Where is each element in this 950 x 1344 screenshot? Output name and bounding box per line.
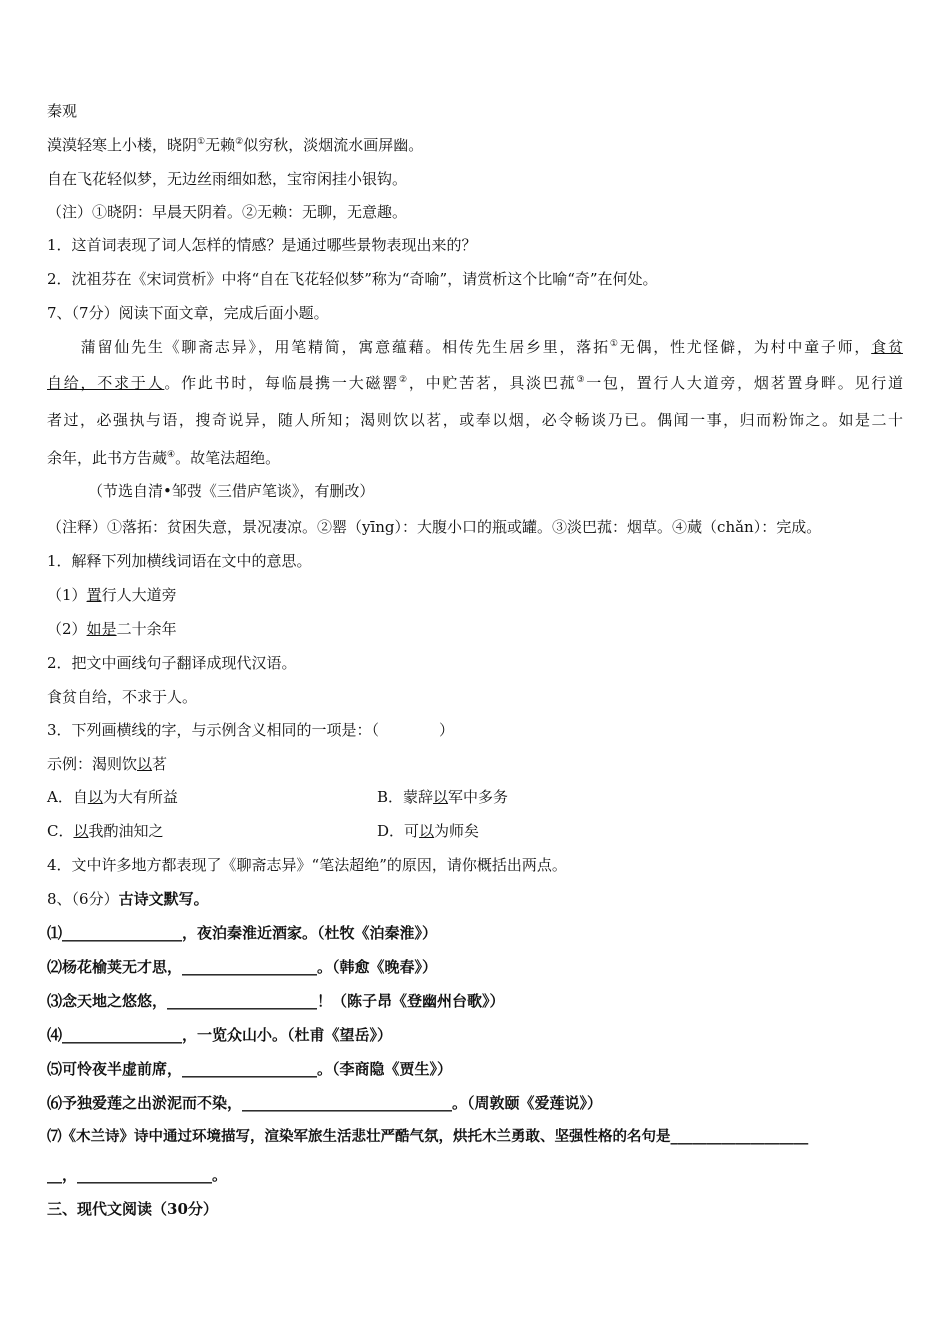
option-text: D．可 (377, 822, 420, 840)
q7-sub-2: 2．把文中画线句子翻译成现代汉语。 (47, 654, 297, 672)
footnote-mark: ② (235, 137, 244, 147)
underlined-word: 以 (87, 788, 103, 806)
q8-title: 古诗文默写。 (118, 890, 209, 908)
q8-line-4[interactable]: ⑷________________，一览众山小。（杜甫《望岳》） (47, 1026, 393, 1044)
poem-question-2: 2．沈祖芬在《宋词赏析》中将“自在飞花轻似梦”称为“奇喻”，请赏析这个比喻“奇”在何处。 (47, 270, 658, 288)
item-number: （1） (47, 586, 87, 604)
q8-line-5[interactable]: ⑸可怜夜半虚前席，__________________。（李商隐《贾生》） (47, 1060, 453, 1078)
option-text: 为师矣 (434, 822, 480, 840)
q8-line-7b[interactable]: __，__________________。 (47, 1166, 228, 1184)
option-d[interactable] (377, 821, 479, 841)
q8-header (47, 889, 209, 909)
passage-text: ，中贮苦茗，具淡巴菰 (408, 374, 577, 392)
underlined-word: 置 (86, 586, 102, 604)
option-text: C． (47, 822, 74, 840)
q7-annotation: （注释）①落拓：贫困失意，景况凄凉。②罂（yīng）：大腹小口的瓶或罐。③淡巴菰：烟草。④蒇（chǎn）：完成。 (47, 518, 822, 536)
underlined-sentence: 食贫 (871, 338, 903, 356)
q8-number: 8、（6分） (47, 890, 119, 908)
underlined-word: 以 (137, 755, 153, 773)
item-text: 行人大道旁 (101, 586, 177, 604)
poem-line-1-part: 似穷秋，淡烟流水画屏幽。 (243, 136, 424, 154)
q8-line-3[interactable]: ⑶念天地之悠悠，____________________！（陈子昂《登幽州台歌》） (47, 992, 505, 1010)
passage-text: 余年，此书方告蒇 (47, 449, 168, 467)
q8-line-2[interactable]: ⑵杨花榆荚无才思，__________________。（韩愈《晚春》） (47, 958, 438, 976)
poem-author: 秦观 (47, 102, 78, 120)
underlined-word: 以 (433, 788, 449, 806)
passage-text: 一包，置行人大道旁，烟茗置身畔。见行道 (586, 374, 903, 392)
underlined-sentence: 自给，不求于人 (47, 374, 165, 392)
poem-note: （注）①晓阴：早晨天阴着。②无赖：无聊，无意趣。 (47, 203, 408, 221)
footnote-mark: ② (398, 375, 409, 385)
passage-text: 无偶，性尤怪僻，为村中童子师， (619, 338, 872, 356)
item-number: （2） (47, 620, 87, 638)
q8-line-1[interactable]: ⑴________________，夜泊秦淮近酒家。（杜牧《泊秦淮》） (47, 924, 438, 942)
poem-line-1-part: 无赖 (205, 136, 236, 154)
item-text: 二十余年 (116, 620, 177, 638)
q7-passage-line-4 (47, 448, 280, 468)
example-text: 示例：渴则饮 (47, 755, 138, 773)
q7-sub-2-sentence: 食贫自给，不求于人。 (47, 688, 198, 706)
underlined-word: 以 (419, 822, 435, 840)
footnote-mark: ④ (167, 450, 176, 460)
option-c[interactable] (47, 821, 164, 841)
option-text: 我酌油知之 (88, 822, 164, 840)
passage-text: 蒲留仙先生《聊斋志异》，用笔精简，寓意蕴藉。相传先生居乡里，落拓 (79, 338, 610, 356)
footnote-mark: ① (609, 339, 620, 349)
question-text: ） (439, 721, 455, 739)
q7-passage-line-1 (47, 337, 903, 357)
footnote-mark: ① (197, 137, 206, 147)
q7-passage-line-2 (47, 373, 903, 393)
option-b[interactable] (377, 787, 508, 807)
q7-sub-3 (47, 720, 454, 740)
option-text: 为大有所益 (102, 788, 178, 806)
q7-source: （节选自清•邹弢《三借庐笔谈》，有删改） (88, 482, 375, 500)
poem-line-2: 自在飞花轻似梦，无边丝雨细如愁，宝帘闲挂小银钩。 (47, 170, 408, 188)
underlined-word: 如是 (86, 620, 117, 638)
section-3-title: 三、现代文阅读（30分） (47, 1200, 218, 1218)
poem-line-1-part: 漠漠轻寒上小楼，晓阴 (47, 136, 198, 154)
option-text: 军中多务 (448, 788, 509, 806)
option-a[interactable] (47, 787, 178, 807)
q7-sub-1-item-1 (47, 585, 177, 605)
question-text: 3．下列画横线的字，与示例含义相同的一项是：（ (47, 721, 380, 739)
q8-line-6[interactable]: ⑹予独爱莲之出淤泥而不染，____________________________。（周敦颐《爱莲说》） (47, 1094, 603, 1112)
option-text: B．蒙辞 (377, 788, 434, 806)
q7-header: 7、（7分）阅读下面文章，完成后面小题。 (47, 304, 329, 322)
q7-sub-4: 4．文中许多地方都表现了《聊斋志异》“笔法超绝”的原因，请你概括出两点。 (47, 856, 567, 874)
q7-example (47, 754, 167, 774)
q7-sub-1-item-2 (47, 619, 177, 639)
q7-passage-line-3: 者过，必强执与语，搜奇说异，随人所知；渴则饮以茗，或奉以烟，必令畅谈乃已。偶闻一事，归而粉饰之。如是二十 (47, 411, 903, 429)
passage-text: 。作此书时，每临晨携一大磁罂 (164, 374, 399, 392)
footnote-mark: ③ (576, 375, 587, 385)
q8-line-7a[interactable]: ⑺《木兰诗》诗中通过环境描写，渲染军旅生活悲壮严酷气氛，烘托木兰勇敢、坚强性格的名句是___________________ (47, 1128, 809, 1145)
option-text: A．自 (47, 788, 88, 806)
poem-question-1: 1．这首词表现了词人怎样的情感？是通过哪些景物表现出来的？ (47, 236, 477, 254)
poem-line-1 (47, 135, 423, 155)
passage-text: 。故笔法超绝。 (175, 449, 281, 467)
underlined-word: 以 (73, 822, 89, 840)
q7-sub-1: 1．解释下列加横线词语在文中的意思。 (47, 552, 312, 570)
example-text: 茗 (152, 755, 168, 773)
